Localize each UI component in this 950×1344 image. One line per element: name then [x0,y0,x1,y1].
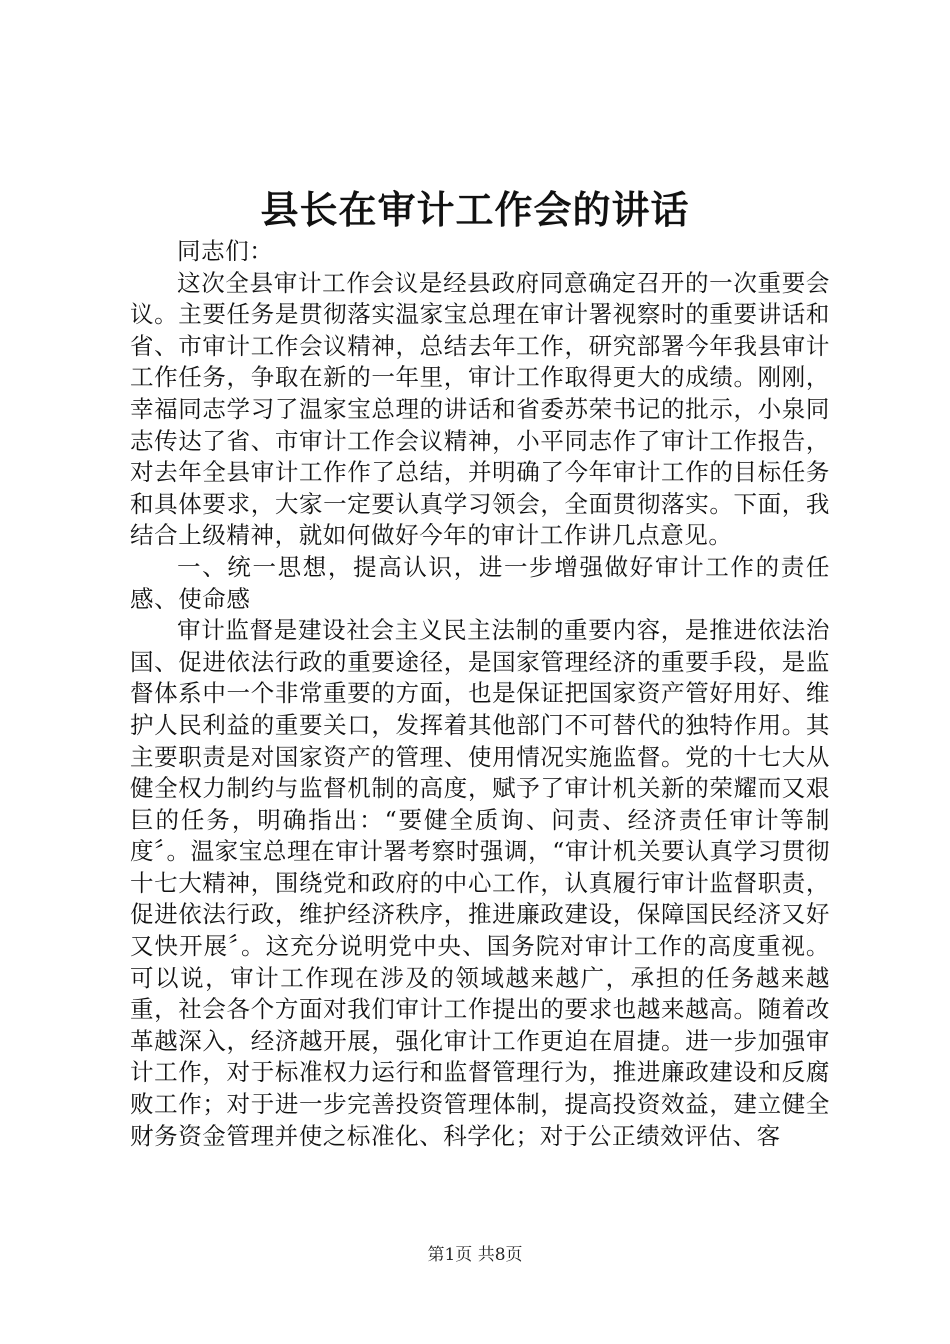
section-heading-1: 一、统一思想，提高认识，进一步增强做好审计工作的责任感、使命感 [130,552,830,613]
paragraph-audit-supervision: 审计监督是建设社会主义民主法制的重要内容，是推进依法治国、促进依法行政的重要途径，是国家管理经济的重要手段，是监督体系中一个非常重要的方面，也是保证把国家资产管好用好、维护人民利益的重要关口，发挥着其他部门不可替代的独特作用。其主要职责是对国家资产的管理、使用情况实施监督。党的十七大从健全权力制约与监督机制的高度，赋予了审计机关新的荣耀而又艰巨的任务，明确指出：“要健全质询、问责、经济责任审计等制度〞。温家宝总理在审计署考察时强调，“审计机关要认真学习贯彻十七大精神，围绕党和政府的中心工作，认真履行审计监督职责，促进依法行政，维护经济秩序，推进廉政建设，保障国民经济又好又快开展〞。这充分说明党中央、国务院对审计工作的高度重视。可以说，审计工作现在涉及的领域越来越广，承担的任务越来越重，社会各个方面对我们审计工作提出的要求也越来越高。随着改革越深入，经济越开展，强化审计工作更迫在眉捷。进一步加强审计工作，对于标准权力运行和监督管理行为，推进廉政建设和反腐败工作；对于进一步完善投资管理体制，提高投资效益，建立健全财务资金管理并使之标准化、科学化；对于公正绩效评估、客 [130,616,830,1150]
document-title: 县长在审计工作会的讲话 [260,187,690,232]
greeting: 同志们： [177,237,274,265]
page-footer: 第1页 共8页 [427,1245,523,1265]
document-body [130,236,830,1152]
paragraph-intro: 这次全县审计工作会议是经县政府同意确定召开的一次重要会议。主要任务是贯彻落实温家宝总理在审计署视察时的重要讲话和省、市审计工作会议精神，总结去年工作，研究部署今年我县审计工作任务，争取在新的一年里，审计工作取得更大的成绩。刚刚，幸福同志学习了温家宝总理的讲话和省委苏荣书记的批示，小泉同志传达了省、市审计工作会议精神，小平同志作了审计工作报告，对去年全县审计工作作了总结，并明确了今年审计工作的目标任务和具体要求，大家一定要认真学习领会，全面贯彻落实。下面，我结合上级精神，就如何做好今年的审计工作讲几点意见。 [130,268,830,550]
